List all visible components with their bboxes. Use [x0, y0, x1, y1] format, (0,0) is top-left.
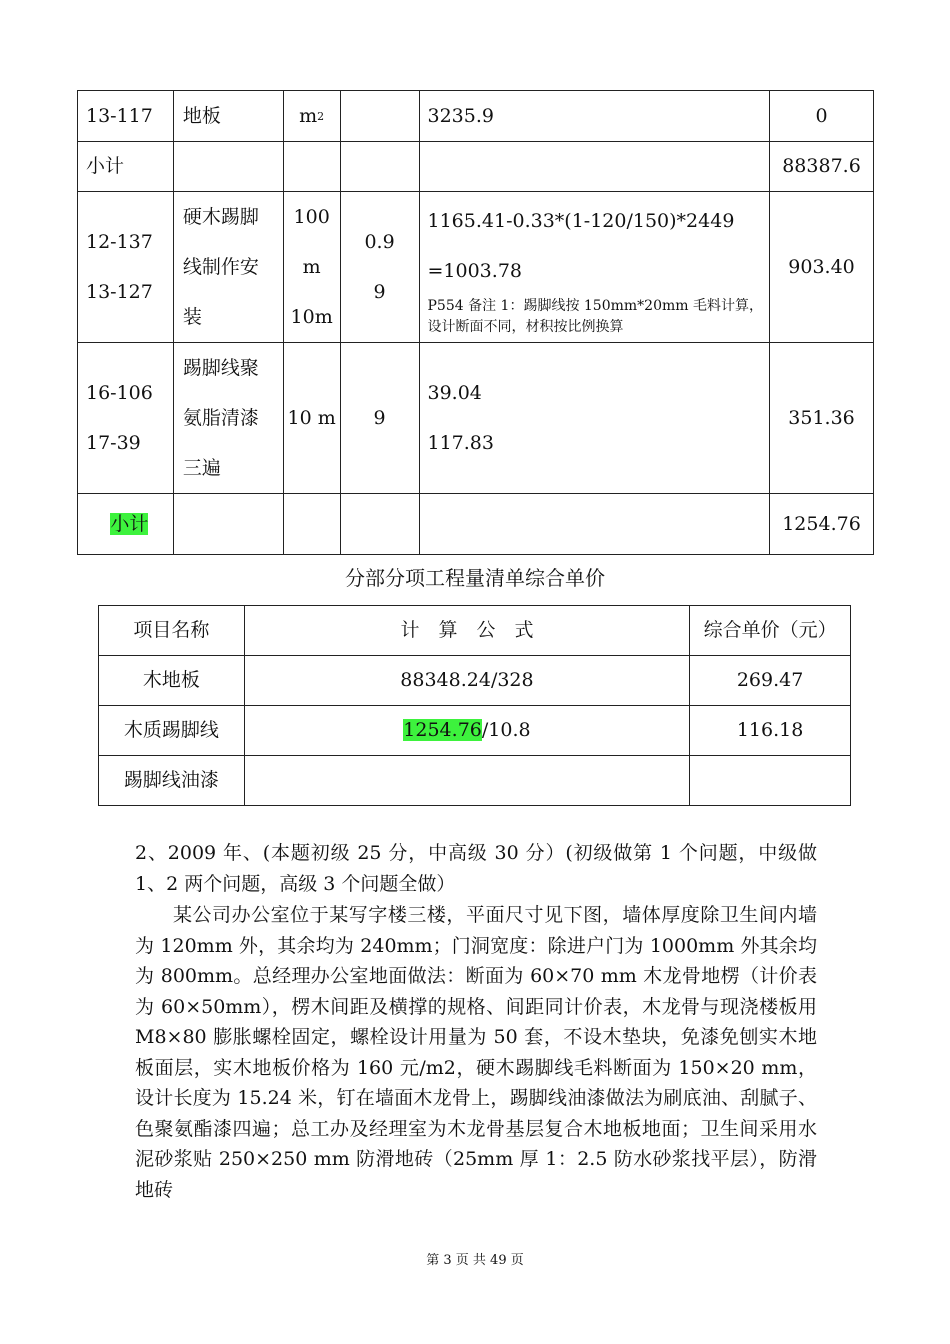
item-name: [173, 494, 283, 555]
page-footer: 第 3 页 共 49 页: [426, 1253, 524, 1268]
subtotal-value: 88387.6: [770, 142, 874, 192]
formula-highlight: 1254.76: [403, 719, 482, 741]
item-formula: [244, 706, 689, 756]
item-unit: [283, 142, 340, 192]
table-row: [99, 756, 851, 806]
table-row: [78, 494, 874, 555]
item-coef: 0.9 9: [340, 192, 419, 343]
item-price: 116.18: [690, 706, 851, 756]
subtotal-label-cell: [78, 494, 174, 555]
header-unit-price: 综合单价（元）: [690, 606, 851, 656]
item-formula: [419, 142, 770, 192]
item-unit: 100 m 10m: [283, 192, 340, 343]
item-unit: [283, 494, 340, 555]
item-name: 木地板: [99, 656, 245, 706]
item-total: 903.40: [770, 192, 874, 343]
table-row: [99, 656, 851, 706]
item-code: 12-137 13-127: [78, 192, 174, 343]
table-row: [78, 142, 874, 192]
subtotal-label: 小计: [110, 512, 149, 535]
table-row: [99, 706, 851, 756]
item-price: [690, 756, 851, 806]
unit-price-table: [98, 605, 851, 806]
subtotal-label: 小计: [78, 142, 174, 192]
header-formula: 计 算 公 式: [244, 606, 689, 656]
item-unit: $m^2$: [283, 91, 340, 142]
formula-note: P554 备注 1：踢脚线按 150mm*20mm 毛料计算，设计断面不同，材积按比例换算: [427, 298, 763, 335]
item-coef: [340, 91, 419, 142]
item-coef: [340, 142, 419, 192]
item-formula: 1165.41-0.33*(1-120/150)*2449 =1003.78 P554 备注 1：踢脚线按 150mm*20mm 毛料计算，设计断面不同，材积按比例换算: [419, 192, 770, 343]
item-name: 地板: [173, 91, 283, 142]
item-coef: 9: [340, 343, 419, 494]
item-formula: 39.04 117.83: [419, 343, 770, 494]
item-coef: [340, 494, 419, 555]
table-row: [78, 192, 874, 343]
item-name: 硬木踢脚 线制作安 装: [173, 192, 283, 343]
item-name: 踢脚线聚 氨脂清漆 三遍: [173, 343, 283, 494]
item-price: 269.47: [690, 656, 851, 706]
header-item-name: 项目名称: [99, 606, 245, 656]
item-name: 木质踢脚线: [99, 706, 245, 756]
table-caption: 分部分项工程量清单综合单价: [345, 566, 605, 590]
table-header-row: [99, 606, 851, 656]
formula-rest: /10.8: [481, 719, 531, 741]
item-name: [173, 142, 283, 192]
item-total: 0: [770, 91, 874, 142]
cost-table: [77, 90, 874, 555]
item-formula: 88348.24/328: [244, 656, 689, 706]
item-formula: [419, 494, 770, 555]
subtotal-value: 1254.76: [770, 494, 874, 555]
item-formula: [244, 756, 689, 806]
item-unit: 10 m: [283, 343, 340, 494]
question-body: 某公司办公室位于某写字楼三楼，平面尺寸见下图，墙体厚度除卫生间内墙为 120mm 外，其余均为 240mm；门洞宽度：除进户门为 1000mm 外其余均为 800mm。总经理办公室地面做法：断面为 60×70 mm 木龙骨地楞（计价表为 60×50mm），楞木间距及横撑的规格、间距同计价表，木龙骨与现浇楼板用 M8×80 膨胀螺栓固定，螺栓设计用量为 50 套，不设木垫块，免漆免刨实木地板面层，实木地板价格为 160 元/m2，硬木踢脚线毛料断面为 150×20 mm，设计长度为 15.24 米，钉在墙面木龙骨上，踢脚线油漆做法为刷底油、刮腻子、色聚氨酯漆四遍；总工办及经理室为木龙骨基层复合木地板地面；卫生间采用水泥砂浆贴 250×250 mm 防滑地砖（25mm 厚 1：2.5 防水砂浆找平层），防滑地砖: [135, 904, 817, 1201]
question-header: 2、2009 年、(本题初级 25 分，中高级 30 分）(初级做第 1 个问题，中级做 1、2 两个问题，高级 3 个问题全做）: [135, 842, 817, 895]
item-name: 踢脚线油漆: [99, 756, 245, 806]
item-code: 16-106 17-39: [78, 343, 174, 494]
item-total: 351.36: [770, 343, 874, 494]
item-formula: 3235.9: [419, 91, 770, 142]
table-row: [78, 343, 874, 494]
item-code: 13-117: [78, 91, 174, 142]
table-row: [78, 91, 874, 142]
